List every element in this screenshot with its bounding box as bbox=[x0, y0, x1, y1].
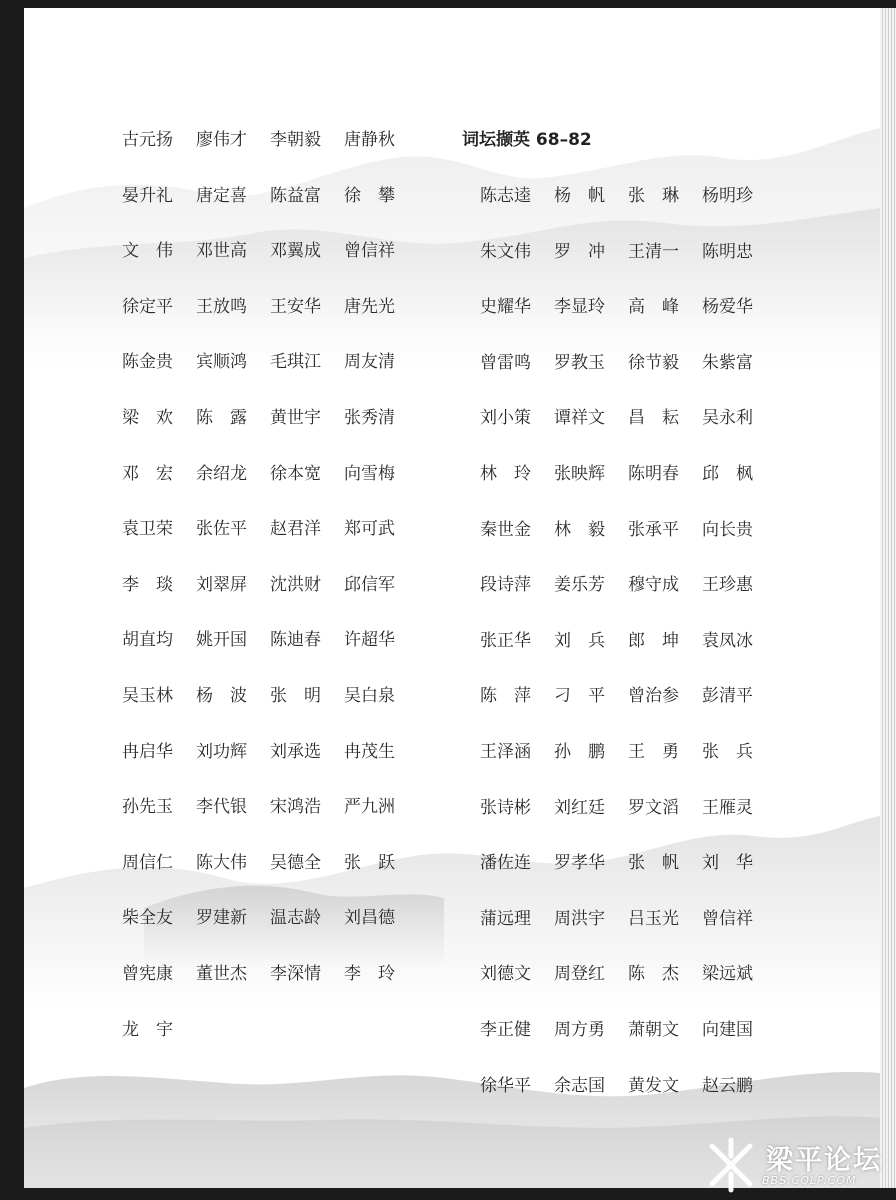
name-entry: 陈金贵 bbox=[122, 352, 173, 372]
name-entry: 周信仁 bbox=[122, 853, 173, 873]
name-entry: 张 帆 bbox=[628, 853, 679, 873]
name-entry: 余绍龙 bbox=[196, 464, 247, 484]
name-entry: 刘小策 bbox=[480, 408, 531, 428]
name-entry: 龙 宇 bbox=[122, 1020, 173, 1040]
name-entry: 冉茂生 bbox=[344, 742, 395, 762]
page-stack-edge bbox=[880, 8, 896, 1188]
name-entry: 陈志逵 bbox=[480, 186, 531, 206]
name-entry: 邓 宏 bbox=[122, 464, 173, 484]
name-entry: 穆守成 bbox=[628, 575, 679, 595]
name-entry: 袁凤冰 bbox=[702, 631, 753, 651]
name-entry: 吴永利 bbox=[702, 408, 753, 428]
name-entry: 黄世宇 bbox=[270, 408, 321, 428]
name-entry: 黄发文 bbox=[628, 1076, 679, 1096]
name-entry: 刘德文 bbox=[480, 964, 531, 984]
name-entry: 杨爱华 bbox=[702, 297, 753, 317]
name-entry: 李代银 bbox=[196, 797, 247, 817]
name-entry: 唐定喜 bbox=[196, 186, 247, 206]
name-entry: 许超华 bbox=[344, 630, 395, 650]
name-entry: 曾信祥 bbox=[344, 241, 395, 261]
name-entry: 杨 帆 bbox=[554, 186, 605, 206]
name-entry: 梁远斌 bbox=[702, 964, 753, 984]
name-entry: 陈明忠 bbox=[702, 242, 753, 262]
name-entry: 王安华 bbox=[270, 297, 321, 317]
name-entry: 秦世金 bbox=[480, 520, 531, 540]
name-entry: 温志龄 bbox=[270, 908, 321, 928]
name-entry: 刘承选 bbox=[270, 742, 321, 762]
name-entry: 林 玲 bbox=[480, 464, 531, 484]
name-entry: 向雪梅 bbox=[344, 464, 395, 484]
name-entry: 柴全友 bbox=[122, 908, 173, 928]
name-entry: 林 毅 bbox=[554, 520, 605, 540]
name-entry: 陈大伟 bbox=[196, 853, 247, 873]
name-entry: 刘功辉 bbox=[196, 742, 247, 762]
name-entry: 陈 露 bbox=[196, 408, 247, 428]
name-entry: 赵君洋 bbox=[270, 519, 321, 539]
name-entry: 刘红廷 bbox=[554, 798, 605, 818]
name-entry: 晏升礼 bbox=[122, 186, 173, 206]
name-entry: 曾信祥 bbox=[702, 909, 753, 929]
name-entry: 周方勇 bbox=[554, 1020, 605, 1040]
name-entry: 文 伟 bbox=[122, 241, 173, 261]
name-entry: 郑可武 bbox=[344, 519, 395, 539]
name-entry: 董世杰 bbox=[196, 964, 247, 984]
name-entry: 邱 枫 bbox=[702, 464, 753, 484]
name-entry: 冉启华 bbox=[122, 742, 173, 762]
name-entry: 宋鸿浩 bbox=[270, 797, 321, 817]
name-entry: 张正华 bbox=[480, 631, 531, 651]
name-entry: 宾顺鸿 bbox=[196, 352, 247, 372]
name-entry: 邓世高 bbox=[196, 241, 247, 261]
name-entry: 陈明春 bbox=[628, 464, 679, 484]
name-entry: 唐静秋 bbox=[344, 130, 395, 150]
name-entry: 朱紫富 bbox=[702, 353, 753, 373]
name-entry: 蒲远理 bbox=[480, 909, 531, 929]
name-entry: 李 琰 bbox=[122, 575, 173, 595]
name-entry: 陈 杰 bbox=[628, 964, 679, 984]
name-entry: 唐先光 bbox=[344, 297, 395, 317]
watermark-url: BBS.CQLP.COM bbox=[762, 1174, 857, 1187]
name-entry: 胡直均 bbox=[122, 630, 173, 650]
name-entry: 刘翠屏 bbox=[196, 575, 247, 595]
name-entry: 郎 坤 bbox=[628, 631, 679, 651]
name-entry: 向建国 bbox=[702, 1020, 753, 1040]
name-entry: 张承平 bbox=[628, 520, 679, 540]
name-entry: 徐华平 bbox=[480, 1076, 531, 1096]
name-entry: 王泽涵 bbox=[480, 742, 531, 762]
name-entry: 杨明珍 bbox=[702, 186, 753, 206]
name-entry: 吴白泉 bbox=[344, 686, 395, 706]
name-entry: 严九洲 bbox=[344, 797, 395, 817]
name-entry: 张 明 bbox=[270, 686, 321, 706]
name-entry: 王珍惠 bbox=[702, 575, 753, 595]
name-entry: 徐定平 bbox=[122, 297, 173, 317]
name-entry: 廖伟才 bbox=[196, 130, 247, 150]
name-entry: 李朝毅 bbox=[270, 130, 321, 150]
name-entry: 高 峰 bbox=[628, 297, 679, 317]
name-entry: 邓翼成 bbox=[270, 241, 321, 261]
name-entry: 张秀清 bbox=[344, 408, 395, 428]
name-entry: 罗教玉 bbox=[554, 353, 605, 373]
name-entry: 昌 耘 bbox=[628, 408, 679, 428]
name-entry: 陈益富 bbox=[270, 186, 321, 206]
name-entry: 余志国 bbox=[554, 1076, 605, 1096]
name-entry: 姜乐芳 bbox=[554, 575, 605, 595]
name-entry: 吴玉林 bbox=[122, 686, 173, 706]
name-entry: 张佐平 bbox=[196, 519, 247, 539]
name-entry: 史耀华 bbox=[480, 297, 531, 317]
star-burst-logo-icon bbox=[702, 1136, 760, 1194]
name-entry: 段诗萍 bbox=[480, 575, 531, 595]
name-entry: 朱文伟 bbox=[480, 242, 531, 262]
name-entry: 罗建新 bbox=[196, 908, 247, 928]
name-entry: 潘佐连 bbox=[480, 853, 531, 873]
name-entry: 徐本宽 bbox=[270, 464, 321, 484]
name-entry: 王雁灵 bbox=[702, 798, 753, 818]
name-entry: 谭祥文 bbox=[554, 408, 605, 428]
section-title: 词坛撷英 68–82 bbox=[462, 130, 592, 150]
name-entry: 刘昌德 bbox=[344, 908, 395, 928]
name-entry: 徐节毅 bbox=[628, 353, 679, 373]
name-entry: 孙 鹏 bbox=[554, 742, 605, 762]
name-entry: 向长贵 bbox=[702, 520, 753, 540]
name-entry: 周友清 bbox=[344, 352, 395, 372]
name-entry: 刁 平 bbox=[554, 686, 605, 706]
name-entry: 曾雷鸣 bbox=[480, 353, 531, 373]
name-entry: 张诗彬 bbox=[480, 798, 531, 818]
name-entry: 梁 欢 bbox=[122, 408, 173, 428]
name-entry: 孙先玉 bbox=[122, 797, 173, 817]
name-entry: 张 琳 bbox=[628, 186, 679, 206]
name-entry: 陈 萍 bbox=[480, 686, 531, 706]
name-entry: 周登红 bbox=[554, 964, 605, 984]
name-entry: 邱信军 bbox=[344, 575, 395, 595]
name-entry: 袁卫荣 bbox=[122, 519, 173, 539]
name-entry: 王 勇 bbox=[628, 742, 679, 762]
name-entry: 徐 攀 bbox=[344, 186, 395, 206]
name-entry: 刘 华 bbox=[702, 853, 753, 873]
name-entry: 曾治参 bbox=[628, 686, 679, 706]
name-entry: 张 跃 bbox=[344, 853, 395, 873]
name-entry: 王放鸣 bbox=[196, 297, 247, 317]
name-entry: 陈迪春 bbox=[270, 630, 321, 650]
name-entry: 萧朝文 bbox=[628, 1020, 679, 1040]
name-entry: 沈洪财 bbox=[270, 575, 321, 595]
name-entry: 李显玲 bbox=[554, 297, 605, 317]
name-entry: 吕玉光 bbox=[628, 909, 679, 929]
name-entry: 古元扬 bbox=[122, 130, 173, 150]
name-entry: 曾宪康 bbox=[122, 964, 173, 984]
name-entry: 李正健 bbox=[480, 1020, 531, 1040]
name-entry: 刘 兵 bbox=[554, 631, 605, 651]
name-entry: 王清一 bbox=[628, 242, 679, 262]
name-entry: 罗孝华 bbox=[554, 853, 605, 873]
name-entry: 赵云鹏 bbox=[702, 1076, 753, 1096]
name-entry: 周洪宇 bbox=[554, 909, 605, 929]
watermark-name: 梁平论坛 bbox=[766, 1145, 882, 1176]
name-entry: 罗 冲 bbox=[554, 242, 605, 262]
name-entry: 李深情 bbox=[270, 964, 321, 984]
name-entry: 张 兵 bbox=[702, 742, 753, 762]
watermark bbox=[700, 1132, 890, 1198]
name-entry: 吴德全 bbox=[270, 853, 321, 873]
name-entry: 李 玲 bbox=[344, 964, 395, 984]
ink-landscape-background bbox=[24, 8, 880, 1188]
name-entry: 姚开国 bbox=[196, 630, 247, 650]
name-entry: 杨 波 bbox=[196, 686, 247, 706]
name-entry: 毛琪江 bbox=[270, 352, 321, 372]
document-page bbox=[24, 8, 880, 1188]
name-entry: 罗文滔 bbox=[628, 798, 679, 818]
name-entry: 彭清平 bbox=[702, 686, 753, 706]
name-entry: 张映辉 bbox=[554, 464, 605, 484]
